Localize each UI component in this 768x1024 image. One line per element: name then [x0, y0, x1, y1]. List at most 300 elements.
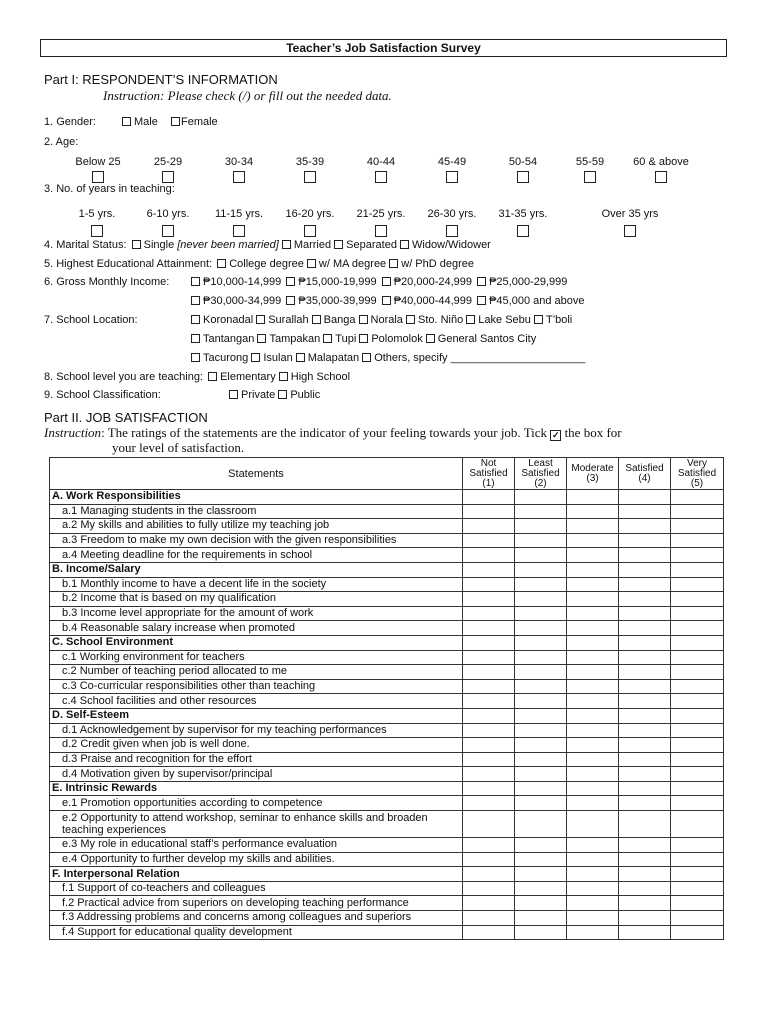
rating-cell[interactable]: [619, 548, 671, 563]
rating-cell[interactable]: [463, 723, 515, 738]
rating-cell[interactable]: [619, 665, 671, 680]
rating-cell[interactable]: [567, 723, 619, 738]
years-label: 3. No. of years in teaching:: [44, 183, 175, 195]
rating-cell[interactable]: [567, 606, 619, 621]
rating-cell[interactable]: [671, 621, 724, 636]
rating-cell[interactable]: [619, 767, 671, 782]
checkbox[interactable]: [296, 353, 305, 362]
rating-cell[interactable]: [619, 621, 671, 636]
table-row: [50, 925, 724, 940]
statements-header: Statements: [50, 458, 463, 490]
gender-female-option[interactable]: Female: [171, 116, 218, 128]
rating-cell[interactable]: [515, 838, 567, 853]
statement-text: b.4 Reasonable salary increase when promoted: [50, 621, 463, 636]
rating-cell[interactable]: [463, 925, 515, 940]
rating-cell[interactable]: [671, 504, 724, 519]
age-label: 2. Age:: [44, 136, 79, 148]
rating-cell[interactable]: [671, 519, 724, 534]
rating-cell: [463, 635, 515, 650]
rating-cell[interactable]: [463, 577, 515, 592]
rating-cell[interactable]: [567, 694, 619, 709]
not-satisfied-header: Not Satisfied (1): [463, 458, 515, 490]
rating-cell[interactable]: [567, 577, 619, 592]
rating-cell[interactable]: [567, 548, 619, 563]
age-option-label: 25-29: [153, 156, 183, 168]
rating-cell[interactable]: [671, 650, 724, 665]
rating-cell: [567, 562, 619, 577]
rating-cell[interactable]: [619, 911, 671, 926]
years-checkbox[interactable]: [446, 225, 458, 237]
rating-cell[interactable]: [567, 592, 619, 607]
section-row: [50, 490, 724, 505]
rating-cell[interactable]: [567, 838, 619, 853]
table-row: [50, 694, 724, 709]
rating-cell[interactable]: [619, 738, 671, 753]
years-checkbox[interactable]: [624, 225, 636, 237]
years-option-label: 21-25 yrs.: [356, 208, 406, 220]
years-option-label: 11-15 yrs.: [214, 208, 264, 220]
rating-cell[interactable]: [619, 650, 671, 665]
rating-cell[interactable]: [463, 738, 515, 753]
rating-cell[interactable]: [463, 838, 515, 853]
rating-cell[interactable]: [671, 694, 724, 709]
rating-cell[interactable]: [515, 911, 567, 926]
rating-cell[interactable]: [463, 650, 515, 665]
rating-cell[interactable]: [515, 533, 567, 548]
rating-cell[interactable]: [671, 852, 724, 867]
statement-text: f.1 Support of co-teachers and colleagues: [50, 881, 463, 896]
rating-cell[interactable]: [671, 606, 724, 621]
age-option-label: 40-44: [366, 156, 396, 168]
rating-cell: [619, 867, 671, 882]
rating-cell[interactable]: [619, 752, 671, 767]
rating-cell[interactable]: [463, 621, 515, 636]
rating-cell[interactable]: [515, 767, 567, 782]
statement-text: f.3 Addressing problems and concerns among colleagues and superiors: [50, 911, 463, 926]
location-row-1: Koronadal Surallah Banga Norala Sto. Niño Lake Sebu T’boli: [191, 314, 572, 326]
rating-cell[interactable]: [671, 738, 724, 753]
rating-cell: [619, 635, 671, 650]
checkbox[interactable]: [334, 240, 343, 249]
rating-cell[interactable]: [515, 592, 567, 607]
statement-text: e.2 Opportunity to attend workshop, seminar to enhance skills and broaden teaching experiences: [50, 811, 463, 838]
education-row: 5. Highest Educational Attainment: College degree w/ MA degree w/ PhD degree: [44, 258, 475, 270]
rating-cell[interactable]: [671, 548, 724, 563]
table-row: [50, 723, 724, 738]
income-row-1: ₱10,000-14,999 ₱15,000-19,999 ₱20,000-24,999 ₱25,000-29,999: [191, 276, 567, 288]
rating-cell[interactable]: [567, 925, 619, 940]
checkbox[interactable]: [359, 315, 368, 324]
table-row: [50, 679, 724, 694]
rating-cell[interactable]: [463, 606, 515, 621]
section-title: C. School Environment: [50, 635, 463, 650]
checkbox[interactable]: [389, 259, 398, 268]
income-row-2: ₱30,000-34,999 ₱35,000-39,999 ₱40,000-44,999 ₱45,000 and above: [191, 295, 585, 307]
rating-cell[interactable]: [619, 592, 671, 607]
table-row: [50, 811, 724, 838]
rating-cell[interactable]: [619, 811, 671, 838]
rating-cell[interactable]: [619, 533, 671, 548]
rating-cell: [671, 490, 724, 505]
rating-cell[interactable]: [671, 665, 724, 680]
rating-cell[interactable]: [515, 577, 567, 592]
rating-cell[interactable]: [515, 738, 567, 753]
checkbox[interactable]: [191, 353, 200, 362]
least-satisfied-header: Least Satisfied (2): [515, 458, 567, 490]
table-row: [50, 911, 724, 926]
checkbox[interactable]: [406, 315, 415, 324]
rating-cell[interactable]: [619, 694, 671, 709]
age-checkbox[interactable]: [233, 171, 245, 183]
rating-cell[interactable]: [671, 679, 724, 694]
table-row: [50, 665, 724, 680]
rating-cell[interactable]: [671, 752, 724, 767]
checkbox[interactable]: [191, 296, 200, 305]
statement-text: b.3 Income level appropriate for the amount of work: [50, 606, 463, 621]
rating-cell[interactable]: [515, 852, 567, 867]
table-row: [50, 896, 724, 911]
rating-cell[interactable]: [619, 925, 671, 940]
rating-cell[interactable]: [515, 650, 567, 665]
rating-cell[interactable]: [515, 504, 567, 519]
rating-cell[interactable]: [515, 548, 567, 563]
age-option-label: 45-49: [437, 156, 467, 168]
rating-cell[interactable]: [619, 852, 671, 867]
rating-cell: [515, 867, 567, 882]
part2-instruction-line2: your level of satisfaction.: [112, 440, 245, 455]
rating-cell[interactable]: [463, 665, 515, 680]
rating-cell[interactable]: [463, 852, 515, 867]
rating-cell[interactable]: [671, 533, 724, 548]
table-row: [50, 577, 724, 592]
statement-text: c.2 Number of teaching period allocated to me: [50, 665, 463, 680]
years-checkbox[interactable]: [91, 225, 103, 237]
years-option-label: 6-10 yrs.: [146, 208, 190, 220]
statement-text: c.3 Co-curricular responsibilities other than teaching: [50, 679, 463, 694]
rating-cell[interactable]: [671, 592, 724, 607]
table-row: [50, 533, 724, 548]
checkbox[interactable]: [122, 117, 131, 126]
statement-text: b.1 Monthly income to have a decent life in the society: [50, 577, 463, 592]
years-option-label: Over 35 yrs: [601, 208, 659, 220]
rating-cell[interactable]: [671, 767, 724, 782]
rating-cell: [463, 708, 515, 723]
rating-cell: [463, 562, 515, 577]
rating-cell[interactable]: [463, 679, 515, 694]
age-checkbox[interactable]: [446, 171, 458, 183]
years-checkbox[interactable]: [375, 225, 387, 237]
checkbox[interactable]: [477, 296, 486, 305]
years-option-label: 26-30 yrs.: [427, 208, 477, 220]
statement-text: f.4 Support for educational quality development: [50, 925, 463, 940]
rating-cell[interactable]: [671, 925, 724, 940]
gender-label: 1. Gender:: [44, 116, 96, 128]
table-row: [50, 852, 724, 867]
rating-cell[interactable]: [515, 694, 567, 709]
rating-cell[interactable]: [671, 881, 724, 896]
rating-cell[interactable]: [567, 881, 619, 896]
rating-cell: [515, 781, 567, 796]
survey-title: Teacher’s Job Satisfaction Survey: [40, 39, 727, 57]
checkbox[interactable]: [251, 353, 260, 362]
statement-text: a.2 My skills and abilities to fully utilize my teaching job: [50, 519, 463, 534]
table-row: [50, 592, 724, 607]
checkbox[interactable]: [477, 277, 486, 286]
rating-cell[interactable]: [619, 838, 671, 853]
rating-cell: [671, 562, 724, 577]
rating-cell: [515, 635, 567, 650]
part2-instruction: Instruction: The ratings of the statements are the indicator of your feeling towards your job. Tick ✓ the box for: [44, 425, 622, 440]
table-row: [50, 621, 724, 636]
age-checkbox[interactable]: [375, 171, 387, 183]
checkbox[interactable]: [278, 390, 287, 399]
rating-cell[interactable]: [515, 896, 567, 911]
checkbox[interactable]: [312, 315, 321, 324]
rating-cell[interactable]: [515, 621, 567, 636]
table-row: [50, 796, 724, 811]
checkbox[interactable]: [382, 296, 391, 305]
section-row: [50, 635, 724, 650]
rating-cell: [671, 781, 724, 796]
rating-cell: [619, 490, 671, 505]
checkbox[interactable]: [400, 240, 409, 249]
rating-cell[interactable]: [463, 752, 515, 767]
age-checkbox[interactable]: [304, 171, 316, 183]
rating-cell: [567, 635, 619, 650]
rating-cell[interactable]: [567, 519, 619, 534]
age-option-label: 60 & above: [633, 156, 689, 168]
statement-text: d.2 Credit given when job is well done.: [50, 738, 463, 753]
rating-cell[interactable]: [619, 504, 671, 519]
part1-instruction: Instruction: Please check (/) or fill out the needed data.: [103, 88, 392, 103]
rating-cell[interactable]: [619, 577, 671, 592]
checked-box-icon: ✓: [552, 430, 560, 440]
classification-label: 9. School Classification:: [44, 389, 161, 401]
section-row: [50, 781, 724, 796]
checkbox[interactable]: [257, 334, 266, 343]
rating-cell[interactable]: [515, 606, 567, 621]
years-checkbox[interactable]: [517, 225, 529, 237]
checkbox[interactable]: [307, 259, 316, 268]
table-row: [50, 738, 724, 753]
rating-cell[interactable]: [567, 650, 619, 665]
statement-text: d.3 Praise and recognition for the effort: [50, 752, 463, 767]
section-title: A. Work Responsibilities: [50, 490, 463, 505]
rating-cell[interactable]: [671, 577, 724, 592]
rating-cell: [515, 708, 567, 723]
rating-cell: [463, 781, 515, 796]
rating-cell[interactable]: [619, 896, 671, 911]
section-title: E. Intrinsic Rewards: [50, 781, 463, 796]
table-header-row: [50, 458, 724, 490]
years-option-label: 31-35 yrs.: [498, 208, 548, 220]
age-checkbox[interactable]: [162, 171, 174, 183]
rating-cell[interactable]: [515, 665, 567, 680]
rating-cell[interactable]: [567, 767, 619, 782]
rating-cell[interactable]: [567, 665, 619, 680]
rating-cell: [567, 781, 619, 796]
rating-cell[interactable]: [567, 852, 619, 867]
checkbox[interactable]: [191, 277, 200, 286]
rating-cell: [619, 708, 671, 723]
rating-cell[interactable]: [515, 679, 567, 694]
classification-options: Private Public: [229, 389, 320, 401]
checkbox[interactable]: [426, 334, 435, 343]
checkbox[interactable]: [286, 296, 295, 305]
statement-text: c.4 School facilities and other resources: [50, 694, 463, 709]
rating-cell[interactable]: [567, 533, 619, 548]
rating-cell[interactable]: [619, 606, 671, 621]
rating-cell[interactable]: [515, 796, 567, 811]
rating-cell[interactable]: [671, 838, 724, 853]
rating-cell[interactable]: [567, 679, 619, 694]
rating-cell[interactable]: [567, 621, 619, 636]
checkbox[interactable]: [466, 315, 475, 324]
statement-text: a.1 Managing students in the classroom: [50, 504, 463, 519]
very-satisfied-header: Very Satisfied (5): [671, 458, 724, 490]
rating-cell[interactable]: [567, 738, 619, 753]
checkbox[interactable]: [208, 372, 217, 381]
rating-cell[interactable]: [463, 881, 515, 896]
table-row: [50, 606, 724, 621]
table-row: [50, 838, 724, 853]
rating-cell[interactable]: [619, 519, 671, 534]
years-checkbox[interactable]: [304, 225, 316, 237]
rating-cell[interactable]: [671, 911, 724, 926]
rating-cell: [463, 867, 515, 882]
rating-cell[interactable]: [463, 504, 515, 519]
income-label: 6. Gross Monthly Income:: [44, 276, 170, 288]
table-row: [50, 881, 724, 896]
checkbox[interactable]: [382, 277, 391, 286]
rating-cell[interactable]: [463, 796, 515, 811]
location-label: 7. School Location:: [44, 314, 138, 326]
gender-male-option[interactable]: Male: [122, 116, 158, 128]
checkbox[interactable]: [217, 259, 226, 268]
rating-cell[interactable]: [515, 811, 567, 838]
rating-cell[interactable]: [515, 519, 567, 534]
location-row-3: Tacurong Isulan Malapatan Others, specify ______________________: [191, 352, 585, 364]
years-checkbox[interactable]: [162, 225, 174, 237]
checkbox[interactable]: [534, 315, 543, 324]
rating-cell[interactable]: [515, 723, 567, 738]
section-row: [50, 708, 724, 723]
statement-text: f.2 Practical advice from superiors on developing teaching performance: [50, 896, 463, 911]
rating-cell[interactable]: [671, 723, 724, 738]
rating-cell[interactable]: [671, 811, 724, 838]
rating-cell: [671, 635, 724, 650]
checkbox[interactable]: [362, 353, 371, 362]
table-row: [50, 504, 724, 519]
statement-text: d.1 Acknowledgement by supervisor for my teaching performances: [50, 723, 463, 738]
moderate-header: Moderate (3): [567, 458, 619, 490]
school-level-row: 8. School level you are teaching: Elementary High School: [44, 371, 351, 383]
years-option-label: 16-20 yrs.: [285, 208, 335, 220]
rating-cell[interactable]: [567, 796, 619, 811]
rating-cell: [515, 490, 567, 505]
table-row: [50, 752, 724, 767]
section-title: F. Interpersonal Relation: [50, 867, 463, 882]
checkbox[interactable]: [171, 117, 180, 126]
section-title: B. Income/Salary: [50, 562, 463, 577]
age-option-label: 50-54: [508, 156, 538, 168]
statement-text: c.1 Working environment for teachers: [50, 650, 463, 665]
rating-cell[interactable]: [619, 723, 671, 738]
rating-cell: [567, 490, 619, 505]
statement-text: b.2 Income that is based on my qualification: [50, 592, 463, 607]
rating-cell[interactable]: [567, 911, 619, 926]
statement-text: e.4 Opportunity to further develop my skills and abilities.: [50, 852, 463, 867]
rating-cell[interactable]: [463, 767, 515, 782]
years-checkbox[interactable]: [233, 225, 245, 237]
checkbox[interactable]: [256, 315, 265, 324]
rating-cell[interactable]: [671, 796, 724, 811]
rating-cell[interactable]: [671, 896, 724, 911]
checkbox[interactable]: [359, 334, 368, 343]
rating-cell[interactable]: [463, 533, 515, 548]
checkbox[interactable]: [279, 372, 288, 381]
age-checkbox[interactable]: [655, 171, 667, 183]
checkbox[interactable]: [282, 240, 291, 249]
rating-cell[interactable]: [567, 752, 619, 767]
rating-cell: [463, 490, 515, 505]
rating-cell[interactable]: [463, 694, 515, 709]
part2-heading: Part II. JOB SATISFACTION: [44, 410, 208, 425]
rating-cell[interactable]: [515, 881, 567, 896]
section-title: D. Self-Esteem: [50, 708, 463, 723]
rating-cell[interactable]: [567, 504, 619, 519]
rating-cell: [567, 867, 619, 882]
checkbox[interactable]: [132, 240, 141, 249]
rating-cell[interactable]: [463, 519, 515, 534]
checkbox[interactable]: [229, 390, 238, 399]
table-row: [50, 650, 724, 665]
age-checkbox[interactable]: [92, 171, 104, 183]
rating-cell[interactable]: [463, 592, 515, 607]
checkbox[interactable]: [191, 315, 200, 324]
checkbox[interactable]: [323, 334, 332, 343]
rating-cell[interactable]: [515, 925, 567, 940]
table-row: [50, 519, 724, 534]
age-checkbox[interactable]: [584, 171, 596, 183]
table-row: [50, 548, 724, 563]
rating-cell[interactable]: [567, 811, 619, 838]
checkbox[interactable]: [286, 277, 295, 286]
marital-status-row: 4. Marital Status: Single [never been married] Married Separated Widow/Widower: [44, 239, 491, 251]
statement-text: a.4 Meeting deadline for the requirements in school: [50, 548, 463, 563]
statement-text: d.4 Motivation given by supervisor/principal: [50, 767, 463, 782]
rating-cell: [671, 867, 724, 882]
rating-cell[interactable]: [515, 752, 567, 767]
section-row: [50, 867, 724, 882]
age-option-label: 55-59: [575, 156, 605, 168]
checkbox[interactable]: [191, 334, 200, 343]
part1-heading: Part I: RESPONDENT’S INFORMATION: [44, 72, 278, 87]
rating-cell: [619, 562, 671, 577]
rating-cell[interactable]: [463, 911, 515, 926]
rating-cell[interactable]: [619, 881, 671, 896]
age-option-label: Below 25: [75, 156, 121, 168]
rating-cell: [671, 708, 724, 723]
satisfaction-table: [49, 457, 724, 940]
age-checkbox[interactable]: [517, 171, 529, 183]
rating-cell[interactable]: [463, 548, 515, 563]
rating-cell[interactable]: [567, 896, 619, 911]
rating-cell[interactable]: [619, 679, 671, 694]
rating-cell[interactable]: [619, 796, 671, 811]
rating-cell[interactable]: [463, 811, 515, 838]
rating-cell[interactable]: [463, 896, 515, 911]
